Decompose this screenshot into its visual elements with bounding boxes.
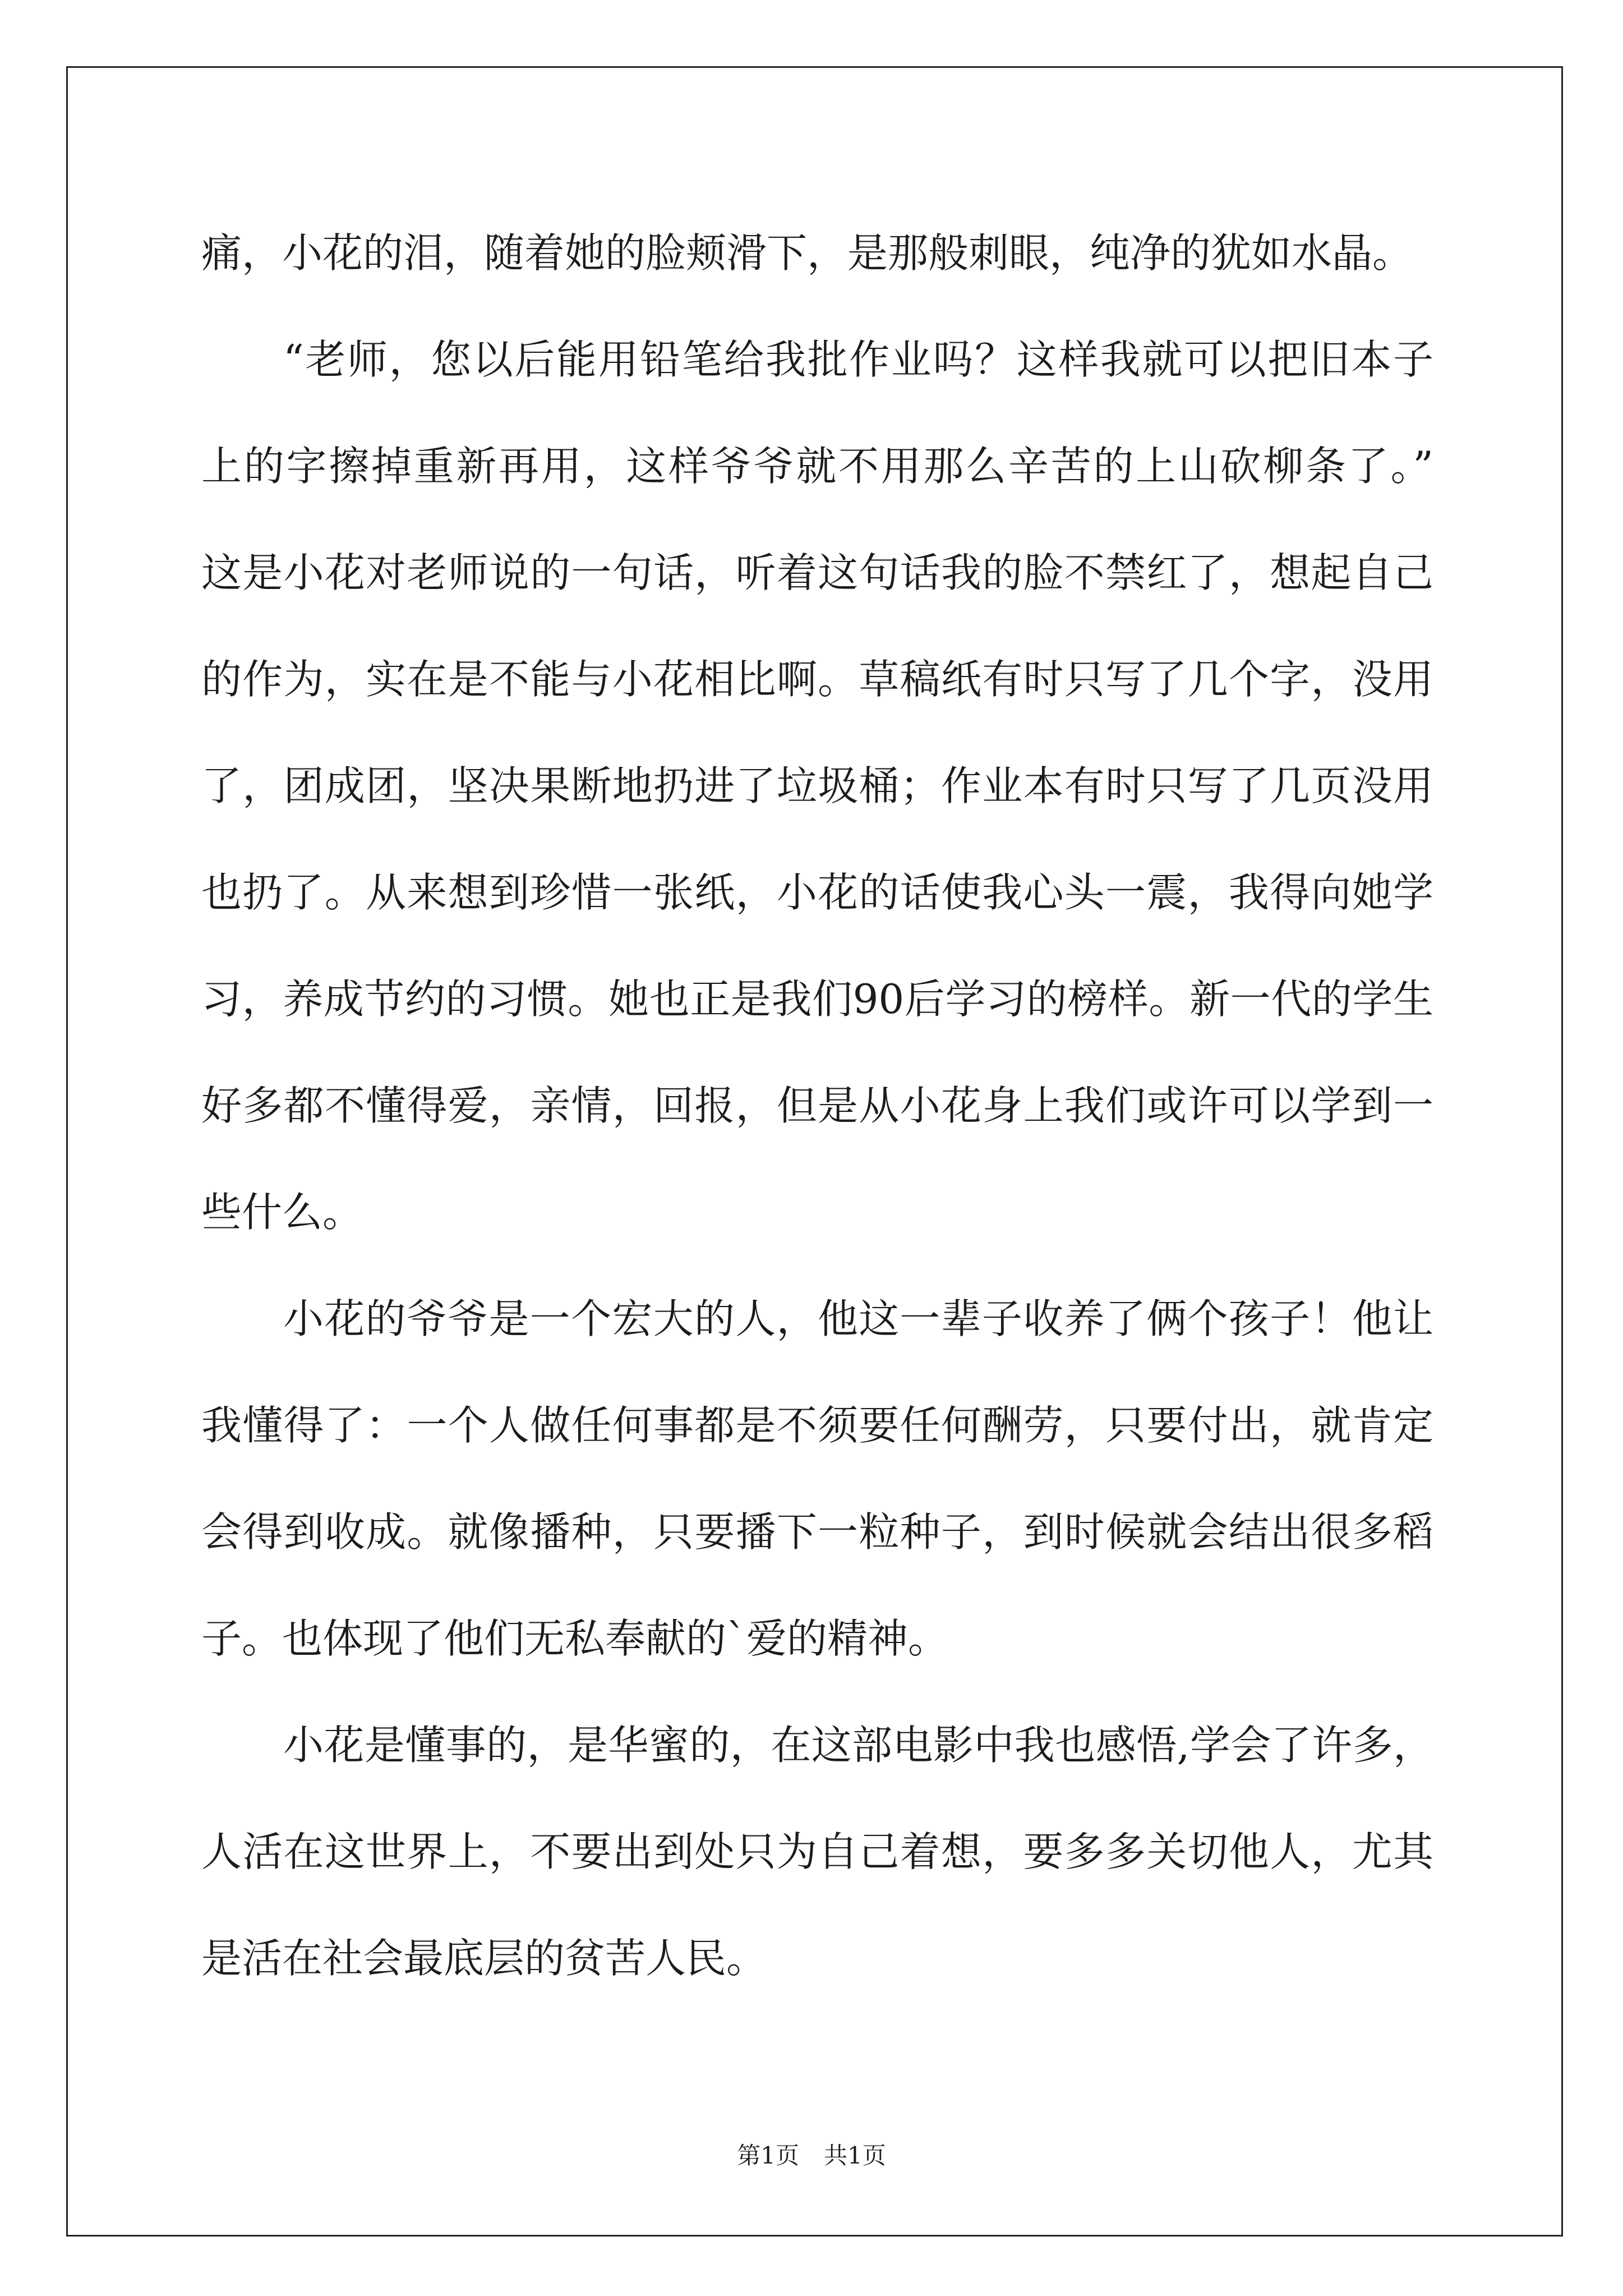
text-line: 习，养成节约的习惯。她也正是我们90后学习的榜样。新一代的学生 (201, 976, 1433, 1023)
text-line: 我懂得了：一个人做任何事都是不须要任何酬劳，只要付出，就肯定 (201, 1402, 1433, 1449)
text-line: 小花是懂事的，是华蜜的，在这部电影中我也感悟,学会了许多， (283, 1722, 1433, 1769)
text-line: 子。也体现了他们无私奉献的`爱的精神。 (201, 1615, 949, 1662)
paragraph (201, 1692, 1433, 2012)
text-line: 人活在这世界上，不要出到处只为自己着想，要多多关切他人，尤其 (201, 1828, 1433, 1875)
text-line: 痛，小花的泪，随着她的脸颊滑下，是那般刺眼，纯净的犹如水晶。 (201, 229, 1413, 277)
text-line: 是活在社会最底层的贫苦人民。 (201, 1935, 767, 1982)
paragraph (201, 306, 1433, 1266)
page-total: 共1页 (824, 2142, 886, 2169)
text-line: 的作为，实在是不能与小花相比啊。草稿纸有时只写了几个字，没用 (201, 656, 1433, 703)
paragraph (201, 200, 1433, 306)
body-text (201, 200, 1433, 2012)
text-line: 些什么。 (201, 1189, 363, 1236)
text-line: 上的字擦掉重新再用，这样爷爷就不用那么辛苦的上山砍柳条了。” (201, 443, 1433, 490)
text-line: 也扔了。从来想到珍惜一张纸，小花的话使我心头一震，我得向她学 (201, 869, 1433, 916)
page-footer (0, 2140, 1623, 2171)
text-line: 小花的爷爷是一个宏大的人，他这一辈子收养了俩个孩子！他让 (283, 1295, 1433, 1342)
text-line: 了，团成团，坚决果断地扔进了垃圾桶；作业本有时只写了几页没用 (201, 762, 1433, 809)
text-line: 会得到收成。就像播种，只要播下一粒种子，到时候就会结出很多稻 (201, 1508, 1433, 1556)
page-number: 第1页 (737, 2142, 799, 2169)
text-line: “老师，您以后能用铅笔给我批作业吗？这样我就可以把旧本子 (283, 336, 1433, 383)
paragraph (201, 1266, 1433, 1692)
text-line: 好多都不懂得爱，亲情，回报，但是从小花身上我们或许可以学到一 (201, 1082, 1433, 1129)
text-line: 这是小花对老师说的一句话，听着这句话我的脸不禁红了，想起自己 (201, 549, 1433, 596)
